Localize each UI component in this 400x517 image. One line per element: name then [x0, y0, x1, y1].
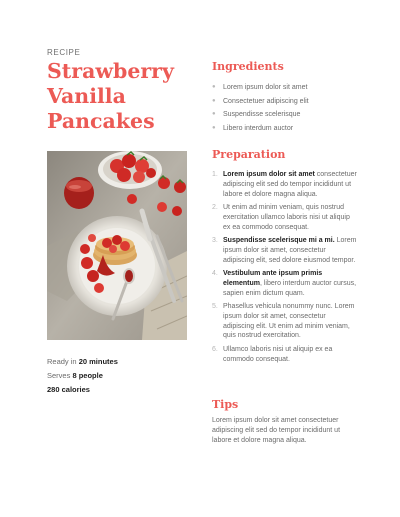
recipe-photo: [47, 151, 187, 340]
step-number: 5.: [212, 302, 218, 310]
list-item: [212, 81, 357, 95]
step-bold: Lorem ipsum dolor sit amet: [223, 171, 315, 178]
preparation-steps: [212, 170, 357, 364]
tips-section: [212, 398, 357, 445]
preparation-section: [212, 148, 357, 368]
ingredients-heading: Ingredients: [212, 60, 284, 73]
step-text: Ut enim ad minim veniam, quis nostrud exercitation ullamco laboris nisi ut aliquip ex ea commodo consequat.: [223, 203, 350, 231]
ingredient-text: Lorem ipsum dolor sit amet: [223, 84, 308, 91]
step-number: 1.: [212, 171, 218, 178]
title-block: [47, 48, 192, 134]
step-text: Phasellus vehicula nonummy nunc. Lorem ipsum dolor sit amet, consectetur adipiscing elit. Ut enim ad minim veniam, quis nostrud exercitation.: [223, 302, 355, 340]
serves-label: Serves: [47, 371, 73, 380]
step-item: [212, 203, 357, 232]
title-line: Vanilla: [47, 84, 126, 108]
step-text: Ullamco laboris nisi ut aliquip ex ea commodo consequat.: [223, 345, 333, 363]
calories: [47, 383, 118, 397]
ingredients-section: [212, 60, 357, 135]
step-bold: Vestibulum ante ipsum primis elementum: [223, 269, 323, 287]
list-item: [212, 122, 357, 136]
list-item: [212, 108, 357, 122]
step-item: [212, 269, 357, 298]
bullet-dot-icon: ●: [212, 84, 216, 90]
ingredients-list: [212, 81, 357, 135]
tips-heading: Tips: [212, 398, 239, 411]
step-item: [212, 345, 357, 365]
list-item: [212, 95, 357, 109]
step-item: [212, 170, 357, 199]
step-number: 6.: [212, 345, 218, 353]
bullet-dot-icon: ●: [212, 97, 216, 104]
recipe-meta: [47, 355, 118, 397]
step-text: , libero interdum auctor cursus, sapien enim dictum quam.: [223, 279, 357, 297]
ingredient-text: Libero interdum auctor: [223, 124, 294, 132]
ready-label: Ready in: [47, 357, 79, 366]
step-number: 4.: [212, 269, 218, 277]
ready-value: 20 minutes: [78, 357, 118, 366]
ready-time: [47, 355, 118, 369]
title-line: Pancakes: [47, 109, 155, 133]
calories-value: 280 calories: [47, 385, 90, 394]
step-number: 3.: [212, 236, 218, 244]
step-text: Lorem ipsum dolor sit amet, consectetur adipiscing elit, sed dolore eiusmod tempor.: [223, 236, 357, 264]
servings: [47, 369, 118, 383]
ingredient-text: Suspendisse scelerisque: [223, 111, 301, 119]
step-item: [212, 302, 357, 341]
tips-text: Lorem ipsum dolor sit amet consectetuer adipiscing elit sed do tempor incididunt ut labore et dolore magna aliqua.: [212, 417, 341, 444]
preparation-heading: Preparation: [212, 148, 286, 161]
step-item: [212, 236, 357, 265]
title-line: Strawberry: [47, 59, 174, 83]
ingredient-text: Consectetuer adipiscing elit: [223, 97, 309, 105]
recipe-title: [47, 59, 192, 134]
step-text: consectetuer adipiscing elit sed do tempor incididunt ut labore et dolore magna aliqua.: [223, 171, 357, 198]
step-bold: Suspendisse scelerisque mi a mi.: [223, 236, 335, 244]
serves-value: 8 people: [72, 371, 103, 380]
bullet-dot-icon: ●: [212, 111, 216, 118]
eyebrow-label: RECIPE: [47, 48, 81, 57]
step-number: 2.: [212, 203, 218, 211]
bullet-dot-icon: ●: [212, 124, 216, 131]
